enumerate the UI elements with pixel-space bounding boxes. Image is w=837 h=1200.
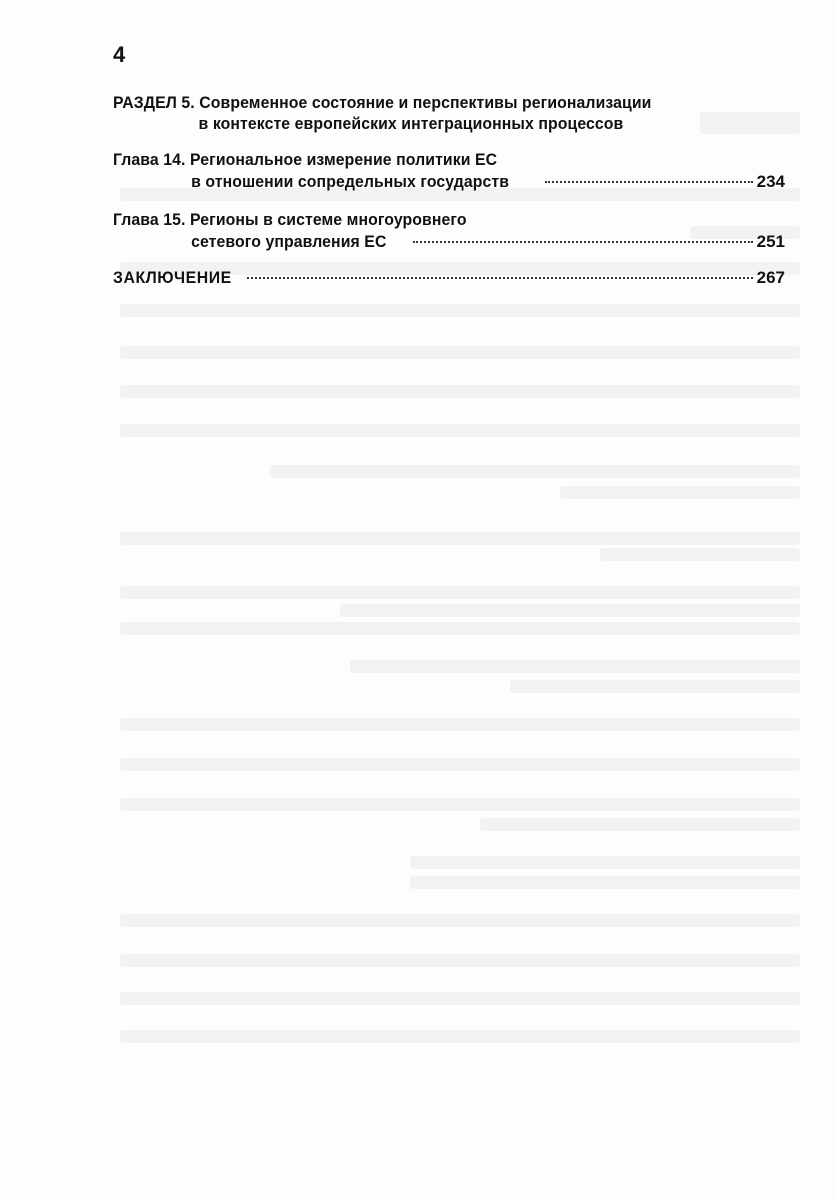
section-heading-line-1: РАЗДЕЛ 5. Современное состояние и перспективы регионализации: [113, 93, 652, 112]
toc-entry-chapter-14: [113, 149, 785, 193]
conclusion-page-number: 267: [756, 268, 785, 287]
toc-entry-chapter-15: [113, 209, 785, 253]
chapter-15-page-number: 251: [756, 232, 785, 251]
dot-leader: [545, 181, 753, 183]
chapter-15-title-line-2: сетевого управления ЕС: [191, 232, 387, 251]
dot-leader: [413, 241, 753, 243]
chapter-14-title-line-1: Глава 14. Региональное измерение политики ЕС: [113, 150, 498, 169]
chapter-15-title-line-1: Глава 15. Регионы в системе многоуровнего: [113, 210, 467, 229]
chapter-14-title-line-2: в отношении сопредельных государств: [191, 172, 510, 191]
section-heading-line-2: в контексте европейских интеграционных процессов: [198, 114, 624, 133]
chapter-14-page-number: 234: [756, 172, 785, 191]
section-5-heading: [113, 92, 692, 134]
toc-entry-conclusion: [113, 267, 785, 289]
conclusion-title: ЗАКЛЮЧЕНИЕ: [113, 268, 232, 287]
page-number: 4: [113, 42, 126, 67]
dot-leader: [247, 277, 753, 279]
